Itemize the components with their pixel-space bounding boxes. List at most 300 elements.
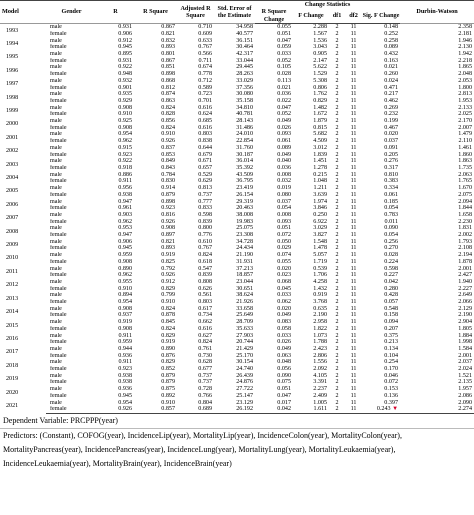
adjusted-r-square-cell: 0.767 bbox=[198, 44, 212, 51]
f-change-cell: 1.048 bbox=[313, 178, 327, 185]
predictors-note-line-3: IncidenceLeukaemia(year), MortalityBrain(year), IncidenceBrain(year) bbox=[3, 459, 232, 468]
durbin-watson-cell: 2.170 bbox=[458, 118, 473, 125]
gender-cell: female bbox=[50, 71, 67, 78]
sig-f-change-cell: 0.091 bbox=[384, 144, 399, 151]
gender-cell: female bbox=[50, 218, 67, 225]
gender-cell: male bbox=[50, 211, 62, 218]
r-square-cell: 0.812 bbox=[161, 84, 175, 91]
r-cell: 0.910 bbox=[118, 285, 132, 292]
r-square-change-cell: 0.068 bbox=[277, 278, 291, 285]
sig-f-change-cell: 0.270 bbox=[384, 245, 399, 252]
df1-cell: 2 bbox=[335, 232, 339, 239]
f-change-cell: 2.423 bbox=[313, 345, 327, 352]
table-row bbox=[0, 239, 474, 246]
gender-cell: male bbox=[50, 198, 62, 205]
df2-cell: 11 bbox=[350, 71, 357, 78]
header-r-square-change: R Square Change bbox=[255, 8, 293, 23]
sig-f-change-cell: 0.158 bbox=[384, 312, 399, 319]
sig-f-change-cell: 0.224 bbox=[384, 258, 399, 265]
r-cell: 0.908 bbox=[118, 104, 132, 111]
df2-cell: 11 bbox=[350, 332, 357, 339]
df2-cell: 11 bbox=[350, 44, 357, 51]
std-error-cell: 36.795 bbox=[236, 178, 253, 185]
table-row bbox=[0, 232, 474, 239]
model-year-cell: 2014 bbox=[6, 309, 19, 316]
df1-cell: 2 bbox=[335, 91, 339, 98]
table-row bbox=[0, 353, 474, 360]
r-square-cell: 0.874 bbox=[161, 91, 175, 98]
f-change-cell: 0.815 bbox=[313, 124, 327, 131]
std-error-cell: 23.129 bbox=[236, 399, 253, 406]
std-error-cell: 30.187 bbox=[236, 151, 253, 158]
r-square-change-cell: 0.028 bbox=[277, 71, 291, 78]
r-square-change-cell: 0.008 bbox=[277, 211, 291, 218]
r-square-change-cell: 0.036 bbox=[277, 164, 291, 171]
r-square-change-cell: 0.051 bbox=[277, 225, 291, 232]
table-row bbox=[0, 91, 474, 98]
gender-cell: female bbox=[50, 285, 67, 292]
table-row bbox=[0, 219, 474, 226]
r-cell: 0.938 bbox=[118, 379, 132, 386]
adjusted-r-square-cell: 0.677 bbox=[198, 366, 212, 373]
table-row bbox=[0, 319, 474, 326]
header-change-statistics: Change Statistics bbox=[255, 1, 400, 9]
durbin-watson-cell: 2.110 bbox=[458, 138, 473, 145]
r-cell: 0.954 bbox=[118, 299, 132, 306]
f-change-cell: 2.092 bbox=[313, 366, 327, 373]
adjusted-r-square-cell: 0.624 bbox=[198, 111, 212, 118]
durbin-watson-cell: 2.063 bbox=[458, 171, 473, 178]
df1-cell: 2 bbox=[335, 151, 339, 158]
f-change-cell: 1.706 bbox=[313, 272, 327, 279]
r-cell: 0.947 bbox=[118, 232, 132, 239]
r-square-cell: 0.910 bbox=[161, 299, 175, 306]
r-cell: 0.926 bbox=[97, 406, 134, 413]
adjusted-r-square-cell: 0.618 bbox=[198, 258, 212, 265]
std-error-cell: 42.317 bbox=[236, 51, 253, 58]
r-square-change-cell: 0.074 bbox=[277, 252, 291, 259]
f-change-cell: 1.073 bbox=[313, 332, 327, 339]
f-change-cell: 1.762 bbox=[313, 91, 327, 98]
std-error-cell: 26.154 bbox=[236, 191, 253, 198]
f-change-cell: 1.788 bbox=[313, 339, 327, 346]
r-cell: 0.929 bbox=[118, 97, 132, 104]
r-square-cell: 0.853 bbox=[161, 151, 175, 158]
r-square-change-cell: 0.045 bbox=[277, 285, 291, 292]
df2-cell: 11 bbox=[350, 339, 357, 346]
std-error-cell: 30.154 bbox=[236, 359, 253, 366]
adjusted-r-square-cell: 0.561 bbox=[198, 292, 212, 299]
r-square-change-cell: 0.026 bbox=[277, 339, 291, 346]
std-error-cell: 37.356 bbox=[236, 84, 253, 91]
df2-cell: 11 bbox=[350, 84, 357, 91]
r-cell: 0.959 bbox=[118, 252, 132, 259]
r-square-change-cell: 0.047 bbox=[277, 37, 291, 44]
df1-cell: 2 bbox=[335, 366, 339, 373]
r-cell: 0.945 bbox=[118, 245, 132, 252]
r-square-cell: 0.830 bbox=[161, 178, 175, 185]
df1-cell: 2 bbox=[335, 178, 339, 185]
sig-f-change-cell: 0.024 bbox=[384, 77, 399, 84]
f-change-cell: 6.922 bbox=[313, 218, 327, 225]
header-model: Model bbox=[0, 1, 46, 24]
header-r: R bbox=[97, 1, 134, 24]
sig-f-change-cell: 0.028 bbox=[384, 252, 399, 259]
table-row bbox=[0, 400, 474, 407]
std-error-cell: 29.445 bbox=[236, 64, 253, 71]
r-cell: 0.961 bbox=[118, 205, 132, 212]
r-cell: 0.894 bbox=[118, 292, 132, 299]
durbin-watson-cell: 1.865 bbox=[458, 64, 473, 71]
gender-cell: female bbox=[50, 57, 67, 64]
r-square-cell: 0.784 bbox=[161, 171, 175, 178]
std-error-cell: 38.624 bbox=[236, 292, 253, 299]
r-square-cell: 0.893 bbox=[161, 245, 175, 252]
f-change-cell: 0.829 bbox=[313, 97, 327, 104]
adjusted-r-square-cell: 0.633 bbox=[198, 37, 212, 44]
f-change-cell: 3.391 bbox=[313, 379, 327, 386]
f-change-cell: 1.556 bbox=[313, 359, 327, 366]
adjusted-r-square-cell: 0.598 bbox=[198, 211, 212, 218]
durbin-watson-cell: 2.086 bbox=[458, 392, 473, 399]
r-square-cell: 0.837 bbox=[161, 144, 175, 151]
r-square-cell: 0.914 bbox=[161, 185, 175, 192]
adjusted-r-square-cell: 0.767 bbox=[198, 245, 212, 252]
model-year-cell: 2016 bbox=[6, 335, 19, 342]
r-square-change-cell: 0.047 bbox=[277, 104, 291, 111]
r-cell: 0.918 bbox=[118, 164, 132, 171]
df1-cell: 2 bbox=[335, 278, 339, 285]
df1-cell: 2 bbox=[335, 312, 339, 319]
gender-cell: male bbox=[46, 24, 97, 31]
df1-cell: 2 bbox=[335, 37, 339, 44]
gender-cell: male bbox=[50, 51, 62, 58]
std-error-cell: 18.857 bbox=[236, 272, 253, 279]
table-body bbox=[0, 24, 474, 414]
table-row bbox=[0, 31, 474, 38]
model-year-cell: 2005 bbox=[6, 188, 19, 195]
model-year-cell: 2020 bbox=[6, 389, 19, 396]
gender-cell: female bbox=[50, 325, 67, 332]
table-row bbox=[0, 212, 474, 219]
df1-cell: 2 bbox=[335, 205, 339, 212]
f-change-cell: 1.536 bbox=[313, 37, 327, 44]
durbin-watson-cell: 1.735 bbox=[458, 164, 473, 171]
r-square-change-cell: 0.059 bbox=[277, 44, 291, 51]
model-year-cell: 2009 bbox=[6, 242, 19, 249]
df1-cell: 2 bbox=[335, 198, 339, 205]
gender-cell: male bbox=[50, 399, 62, 406]
adjusted-r-square-cell: 0.804 bbox=[198, 399, 212, 406]
r-cell: 0.903 bbox=[118, 211, 132, 218]
gender-cell: female bbox=[50, 138, 67, 145]
r-cell: 0.886 bbox=[118, 171, 132, 178]
f-change-cell: 0.919 bbox=[313, 292, 327, 299]
df1-cell: 2 bbox=[335, 252, 339, 259]
df2-cell: 11 bbox=[350, 158, 357, 165]
r-square-change-cell: 0.036 bbox=[277, 91, 291, 98]
f-change-cell: 0.806 bbox=[313, 84, 327, 91]
sig-f-change-value: 0.243 bbox=[376, 406, 391, 413]
r-square-change-cell: 0.042 bbox=[255, 406, 293, 413]
r-square-change-cell: 0.048 bbox=[277, 359, 291, 366]
r-cell: 0.915 bbox=[118, 144, 132, 151]
sig-f-change-cell: 0.462 bbox=[384, 97, 399, 104]
r-square-cell: 0.816 bbox=[161, 211, 175, 218]
sig-f-change-cell: 0.136 bbox=[384, 392, 399, 399]
gender-cell: female bbox=[46, 406, 97, 413]
r-cell: 0.962 bbox=[118, 138, 132, 145]
gender-cell: female bbox=[50, 339, 67, 346]
std-error-cell: 24.010 bbox=[236, 131, 253, 138]
r-cell: 0.908 bbox=[118, 258, 132, 265]
r-square-change-cell: 0.051 bbox=[277, 386, 291, 393]
std-error-cell: 28.709 bbox=[236, 319, 253, 326]
df2-cell: 11 bbox=[350, 205, 357, 212]
table-row bbox=[0, 205, 474, 212]
model-year-cell: 2000 bbox=[6, 121, 19, 128]
r-square-cell: 0.863 bbox=[161, 97, 175, 104]
f-change-cell: 0.539 bbox=[313, 265, 327, 272]
durbin-watson-cell: 1.863 bbox=[458, 158, 473, 165]
r-square-cell: 0.875 bbox=[161, 386, 175, 393]
r-cell: 0.947 bbox=[118, 198, 132, 205]
adjusted-r-square-cell: 0.838 bbox=[198, 138, 212, 145]
df1-cell: 2 bbox=[335, 345, 339, 352]
r-square-cell: 0.843 bbox=[161, 164, 175, 171]
r-square-cell: 0.849 bbox=[161, 158, 175, 165]
gender-cell: female bbox=[50, 151, 67, 158]
table-row bbox=[0, 199, 474, 206]
durbin-watson-cell: 2.053 bbox=[458, 77, 473, 84]
df1-cell: 2 bbox=[335, 211, 339, 218]
f-change-cell: 1.478 bbox=[313, 245, 327, 252]
df1-cell: 2 bbox=[335, 319, 339, 326]
df1-cell: 2 bbox=[335, 84, 339, 91]
durbin-watson-cell: 2.037 bbox=[458, 359, 473, 366]
gender-cell: male bbox=[50, 319, 62, 326]
std-error-cell: 21.429 bbox=[236, 345, 253, 352]
r-square-cell: 0.912 bbox=[161, 278, 175, 285]
durbin-watson-cell: 2.427 bbox=[458, 272, 473, 279]
model-year-cell: 2011 bbox=[6, 268, 18, 275]
std-error-cell: 28.263 bbox=[236, 71, 253, 78]
r-square-change-cell: 0.055 bbox=[277, 258, 291, 265]
gender-cell: male bbox=[50, 185, 62, 192]
sig-f-change-cell: 0.783 bbox=[384, 211, 399, 218]
std-error-cell: 33.044 bbox=[236, 57, 253, 64]
gender-cell: male bbox=[50, 91, 62, 98]
df1-cell: 2 bbox=[335, 131, 339, 138]
sig-f-change-cell: 0.232 bbox=[384, 111, 399, 118]
std-error-cell: 23.419 bbox=[236, 185, 253, 192]
gender-cell: female bbox=[50, 178, 67, 185]
header-f-change: F Change bbox=[293, 8, 329, 23]
df1-cell: 2 bbox=[335, 64, 339, 71]
df2-cell: 11 bbox=[350, 218, 357, 225]
table-row bbox=[0, 346, 474, 353]
std-error-cell: 25.147 bbox=[236, 392, 253, 399]
r-square-cell: 0.898 bbox=[161, 198, 175, 205]
adjusted-r-square-cell: 0.737 bbox=[198, 372, 212, 379]
adjusted-r-square-cell: 0.833 bbox=[198, 205, 212, 212]
model-year-cell: 2015 bbox=[6, 322, 19, 329]
df1-cell: 2 bbox=[335, 339, 339, 346]
sig-f-change-cell: 0.280 bbox=[384, 285, 399, 292]
r-square-cell: 0.867 bbox=[134, 24, 177, 31]
r-square-cell: 0.879 bbox=[161, 191, 175, 198]
std-error-cell: 33.658 bbox=[236, 305, 253, 312]
f-change-cell: 2.147 bbox=[313, 57, 327, 64]
r-square-cell: 0.910 bbox=[161, 399, 175, 406]
df1-cell: 2 bbox=[335, 111, 339, 118]
header-gender: Gender bbox=[46, 1, 97, 24]
r-square-cell: 0.919 bbox=[161, 339, 175, 346]
adjusted-r-square-cell: 0.808 bbox=[198, 278, 212, 285]
df2-cell: 11 bbox=[350, 305, 357, 312]
adjusted-r-square-cell: 0.616 bbox=[198, 104, 212, 111]
r-square-change-cell: 0.026 bbox=[277, 124, 291, 131]
f-change-cell: 3.846 bbox=[313, 205, 327, 212]
adjusted-r-square-cell: 0.737 bbox=[198, 379, 212, 386]
r-square-change-cell: 0.049 bbox=[277, 151, 291, 158]
table-row bbox=[0, 78, 474, 85]
sig-f-change-cell: 0.276 bbox=[384, 158, 399, 165]
durbin-watson-cell: 2.025 bbox=[458, 111, 473, 118]
r-square-cell: 0.898 bbox=[161, 71, 175, 78]
sig-f-change-cell: 0.046 bbox=[384, 372, 399, 379]
table-row bbox=[0, 64, 474, 71]
r-cell: 0.962 bbox=[118, 272, 132, 279]
sig-f-change-cell: 0.021 bbox=[384, 64, 399, 71]
durbin-watson-cell: 2.129 bbox=[458, 305, 473, 312]
table-row bbox=[0, 292, 474, 299]
df1-cell: 2 bbox=[335, 392, 339, 399]
predictors-note-line-1: Predictors: (Constant), COFOG(year), IncidenceLip(year), MortalityLip(year), IncidenceColon(year), MortalityColon(year), bbox=[3, 431, 402, 440]
adjusted-r-square-cell: 0.674 bbox=[198, 64, 212, 71]
std-error-cell: 38.008 bbox=[236, 211, 253, 218]
header-df2: df2 bbox=[345, 8, 362, 23]
gender-cell: male bbox=[50, 332, 62, 339]
sig-f-change-cell: 0.317 bbox=[384, 164, 399, 171]
r-square-cell: 0.857 bbox=[134, 406, 177, 413]
model-year-cell: 2002 bbox=[6, 148, 19, 155]
r-square-change-cell: 0.040 bbox=[277, 158, 291, 165]
std-error-cell: 21.190 bbox=[236, 252, 253, 259]
r-square-change-cell: 0.080 bbox=[277, 191, 291, 198]
f-change-cell: 1.567 bbox=[313, 30, 327, 37]
gender-cell: male bbox=[50, 265, 62, 272]
adjusted-r-square-cell: 0.734 bbox=[198, 312, 212, 319]
gender-cell: female bbox=[50, 299, 67, 306]
model-year-cell: 2019 bbox=[6, 376, 19, 383]
df2-cell: 11 bbox=[350, 252, 357, 259]
sig-f-change-cell: 0.260 bbox=[384, 71, 399, 78]
table-row bbox=[0, 359, 474, 366]
r-square-cell: 0.829 bbox=[161, 332, 175, 339]
sig-f-change-cell: 0.217 bbox=[384, 91, 399, 98]
df2-cell: 11 bbox=[350, 171, 357, 178]
durbin-watson-cell: 1.940 bbox=[458, 278, 473, 285]
table-row bbox=[0, 138, 474, 145]
df1-cell: 2 bbox=[335, 30, 339, 37]
std-error-cell: 20.744 bbox=[236, 339, 253, 346]
r-square-cell: 0.829 bbox=[161, 285, 175, 292]
std-error-cell: 34.728 bbox=[236, 238, 253, 245]
gender-cell: male bbox=[50, 77, 62, 84]
r-cell: 0.959 bbox=[118, 339, 132, 346]
df2-cell: 11 bbox=[350, 359, 357, 366]
model-year-cell: 2007 bbox=[6, 215, 19, 222]
r-square-change-cell: 0.051 bbox=[277, 30, 291, 37]
table-row bbox=[0, 266, 474, 273]
r-square-change-cell: 0.047 bbox=[277, 392, 291, 399]
df1-cell: 2 bbox=[335, 225, 339, 232]
model-year-cell: 1993 bbox=[0, 24, 46, 38]
r-square-change-cell: 0.049 bbox=[277, 345, 291, 352]
df1-cell: 2 bbox=[335, 191, 339, 198]
df1-cell: 2 bbox=[335, 265, 339, 272]
adjusted-r-square-cell: 0.689 bbox=[177, 406, 214, 413]
header-durbin-watson: Durbin-Watson bbox=[400, 1, 474, 24]
df2-cell: 11 bbox=[350, 51, 357, 58]
durbin-watson-cell: 2.130 bbox=[458, 44, 473, 51]
df2-cell: 11 bbox=[350, 399, 357, 406]
adjusted-r-square-cell: 0.617 bbox=[198, 305, 212, 312]
r-square-cell: 0.829 bbox=[161, 359, 175, 366]
df2-cell: 11 bbox=[350, 245, 357, 252]
sig-f-change-cell: 0.199 bbox=[384, 118, 399, 125]
sig-f-change-cell: 0.207 bbox=[384, 325, 399, 332]
std-error-cell: 19.983 bbox=[236, 218, 253, 225]
gender-cell: male bbox=[50, 37, 62, 44]
adjusted-r-square-cell: 0.710 bbox=[177, 24, 214, 31]
durbin-watson-cell: 1.998 bbox=[458, 339, 473, 346]
durbin-watson-cell: 2.227 bbox=[458, 285, 473, 292]
df1-cell: 2 bbox=[335, 77, 339, 84]
table-row bbox=[0, 339, 474, 346]
f-change-cell: 3.768 bbox=[313, 299, 327, 306]
gender-cell: female bbox=[50, 232, 67, 239]
r-square-change-cell: 0.020 bbox=[277, 305, 291, 312]
df1-cell: 2 bbox=[335, 238, 339, 245]
r-cell: 0.956 bbox=[118, 185, 132, 192]
df1-cell: 2 bbox=[335, 118, 339, 125]
r-square-change-cell: 0.083 bbox=[277, 319, 291, 326]
sig-f-change-cell: 0.467 bbox=[384, 124, 399, 131]
r-cell: 0.922 bbox=[118, 64, 132, 71]
std-error-cell: 23.308 bbox=[236, 232, 253, 239]
r-square-change-cell: 0.090 bbox=[277, 372, 291, 379]
df2-cell: 11 bbox=[350, 265, 357, 272]
gender-cell: male bbox=[50, 64, 62, 71]
sig-f-change-cell: 0.252 bbox=[384, 30, 399, 37]
table-row bbox=[0, 158, 474, 165]
df1-cell: 2 bbox=[335, 292, 339, 299]
r-cell: 0.938 bbox=[118, 372, 132, 379]
durbin-watson-cell: 1.461 bbox=[458, 144, 473, 151]
std-error-cell: 30.080 bbox=[236, 91, 253, 98]
gender-cell: male bbox=[50, 225, 62, 232]
std-error-cell: 26.439 bbox=[236, 372, 253, 379]
std-error-cell: 23.044 bbox=[236, 278, 253, 285]
r-cell: 0.925 bbox=[118, 118, 132, 125]
f-change-cell: 0.215 bbox=[313, 171, 327, 178]
model-year-cell: 2013 bbox=[6, 295, 19, 302]
durbin-watson-cell: 2.048 bbox=[458, 71, 473, 78]
table-row bbox=[0, 406, 474, 413]
r-cell: 0.936 bbox=[118, 352, 132, 359]
